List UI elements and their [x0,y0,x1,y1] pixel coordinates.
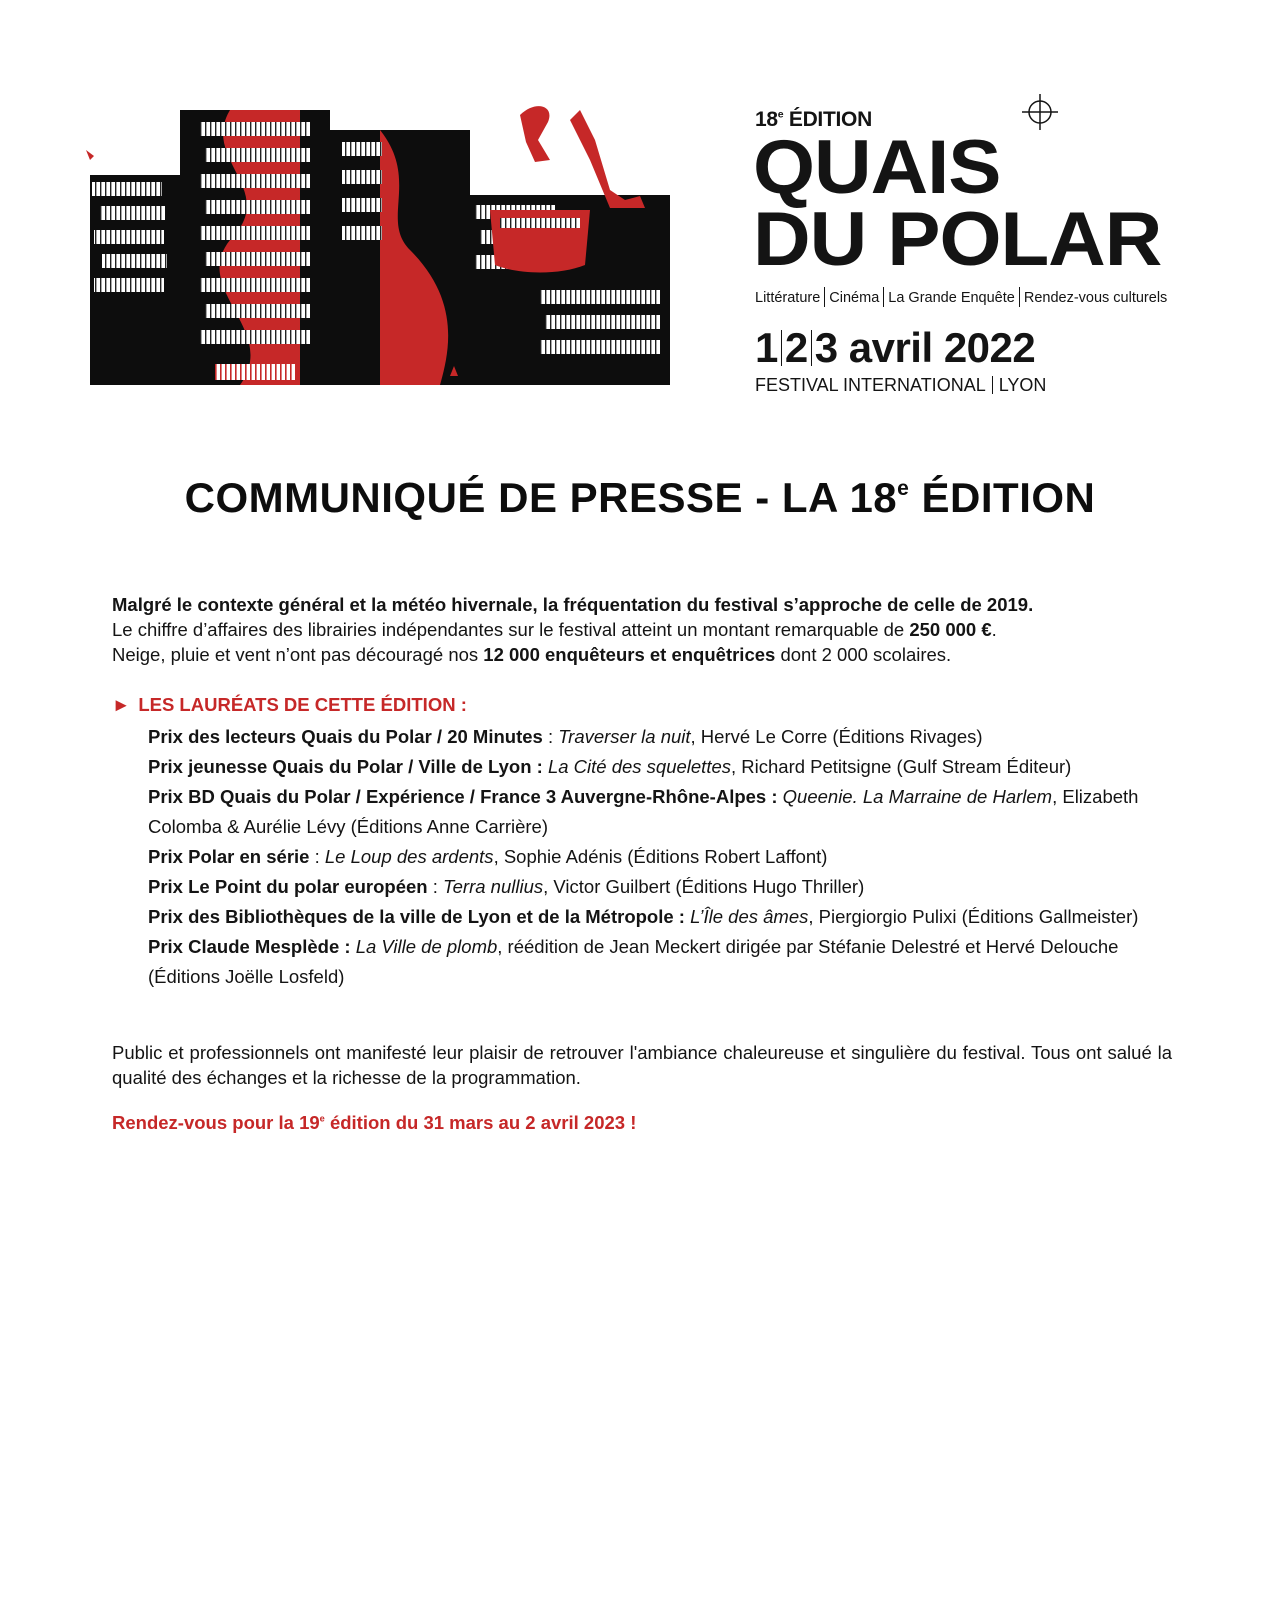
laureats-list [148,722,1148,992]
list-item: Prix des lecteurs Quais du Polar / 20 Minutes : Traverser la nuit, Hervé Le Corre (Éditions Rivages) [148,726,983,747]
crosshair-icon [1020,92,1060,132]
city-buildings-illustration [80,100,680,395]
list-item: Prix Claude Mesplède : La Ville de plomb, réédition de Jean Meckert dirigée par Stéfanie Delestré et Hervé Delouche (Éditions Joëlle Losfeld) [148,936,1119,987]
list-item: Prix BD Quais du Polar / Expérience / France 3 Auvergne-Rhône-Alpes : Queenie. La Marraine de Harlem, Elizabeth Colomba & Aurélie Lévy (Éditions Anne Carrière) [148,786,1139,837]
intro-paragraph [112,592,1172,667]
list-item: Prix des Bibliothèques de la ville de Lyon et de la Métropole : L’Île des âmes, Piergiorgio Pulixi (Éditions Gallmeister) [148,906,1139,927]
intro-line-2: Le chiffre d’affaires des librairies indépendantes sur le festival atteint un montant remarquable de 250 000 €. [112,619,997,640]
next-edition-announcement: Rendez-vous pour la 19e édition du 31 mars au 2 avril 2023 ! [112,1112,637,1133]
edition-label: 18e ÉDITION [755,108,872,131]
festival-title-line2: DU POLAR [753,197,1162,282]
triangle-right-icon: ► [112,694,131,715]
closing-paragraph: Public et professionnels ont manifesté leur plaisir de retrouver l'ambiance chaleureuse et singulière du festival. Tous ont salué la qualité des échanges et la richesse de la programmation. [112,1042,1172,1088]
festival-tagline: Littérature Cinéma La Grande Enquête Rendez-vous culturels [755,287,1167,307]
press-release-title: COMMUNIQUÉ DE PRESSE - LA 18e ÉDITION [184,474,1096,521]
laureats-heading: ► LES LAURÉATS DE CETTE ÉDITION : [112,694,467,715]
intro-line-1: Malgré le contexte général et la météo hivernale, la fréquentation du festival s’approche de celle de 2019. [112,594,1034,615]
intro-line-3: Neige, pluie et vent n’ont pas découragé nos 12 000 enquêteurs et enquêtrices dont 2 000 scolaires. [112,644,952,665]
festival-dates: 1 2 3 avril 2022 [755,324,1036,371]
list-item: Prix Le Point du polar européen : Terra nullius, Victor Guilbert (Éditions Hugo Thriller) [148,876,865,897]
list-item: Prix jeunesse Quais du Polar / Ville de Lyon : La Cité des squelettes, Richard Petitsigne (Gulf Stream Éditeur) [148,756,1072,777]
festival-location: FESTIVAL INTERNATIONAL LYON [755,375,1047,395]
list-item: Prix Polar en série : Le Loup des ardents, Sophie Adénis (Éditions Robert Laffont) [148,846,828,867]
festival-title-line1: QUAIS [753,125,1001,210]
